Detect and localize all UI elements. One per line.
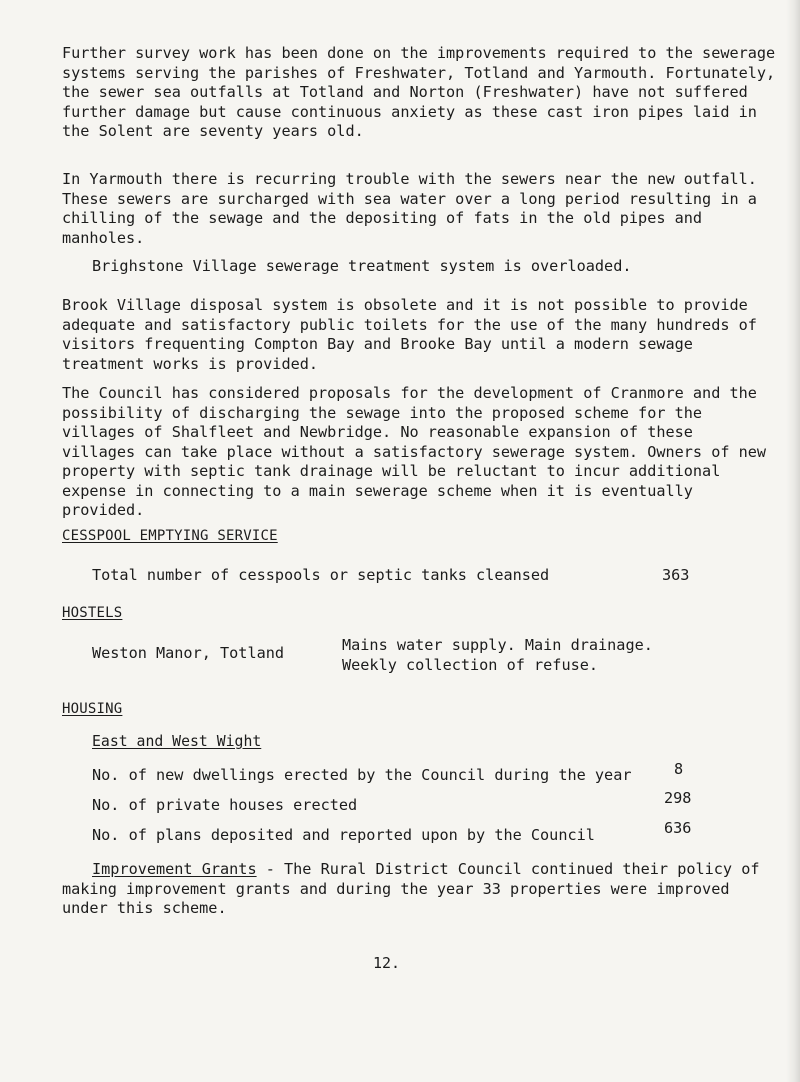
improvement-grants-text: - The Rural District Council continued their policy of making improvement grants and during the year 33 properties were improved under this scheme. <box>62 860 769 917</box>
brook-paragraph: Brook Village disposal system is obsolete and it is not possible to provide adequate and satisfactory public toilets for the use of the many hundreds of visitors frequenting Compton Bay and Brooke Bay until a modern sewage treatment works is provided. <box>62 296 767 373</box>
housing-row-label: No. of new dwellings erected by the Council during the year <box>92 766 632 784</box>
yarmouth-paragraph: In Yarmouth there is recurring trouble with the sewers near the new outfall. These sewers are surcharged with sea water over a long period resulting in a chilling of the sewage and the depositing of fats in the old pipes and manholes. <box>62 170 767 247</box>
housing-row-label: No. of private houses erected <box>92 796 358 814</box>
cesspool-heading: CESSPOOL EMPTYING SERVICE <box>62 528 278 544</box>
improvement-grants-title: Improvement Grants <box>92 860 257 878</box>
council-paragraph: The Council has considered proposals for the development of Cranmore and the possibility of discharging the sewage into the proposed scheme for the villages of Shalfleet and Newbridge. No reasonable expansion of these villages can take place without a satisfactory sewerage system. Owners of new property with septic tank drainage will be reluctant to incur additional expense in connecting to a main sewerage scheme when it is eventually provided. <box>62 384 776 519</box>
improvement-grants-paragraph <box>62 860 777 919</box>
page-number: 12. <box>373 954 401 972</box>
housing-row-label: No. of plans deposited and reported upon by the Council <box>92 826 595 844</box>
cesspool-label: Total number of cesspools or septic tanks cleansed <box>92 566 550 584</box>
page-edge-shadow <box>786 0 800 1082</box>
housing-row-value: 298 <box>664 789 692 807</box>
brighstone-paragraph: Brighstone Village sewerage treatment system is overloaded. <box>92 257 632 275</box>
sewerage-survey-paragraph: Further survey work has been done on the improvements required to the sewerage systems serving the parishes of Freshwater, Totland and Yarmouth. Fortunately, the sewer sea outfalls at Totland and Norton (Freshwater) have not suffered further damage but cause continuous anxiety as these cast iron pipes laid in the Solent are seventy years old. <box>62 44 785 140</box>
hostels-heading: HOSTELS <box>62 605 123 621</box>
hostel-detail-line2: Weekly collection of refuse. <box>342 656 599 674</box>
housing-heading: HOUSING <box>62 701 123 717</box>
cesspool-value: 363 <box>662 566 690 584</box>
housing-subheading: East and West Wight <box>92 733 262 750</box>
housing-row-value: 636 <box>664 819 692 837</box>
hostel-name: Weston Manor, Totland <box>92 644 285 662</box>
housing-row-value: 8 <box>674 760 684 778</box>
hostel-detail-line1: Mains water supply. Main drainage. <box>342 636 653 654</box>
